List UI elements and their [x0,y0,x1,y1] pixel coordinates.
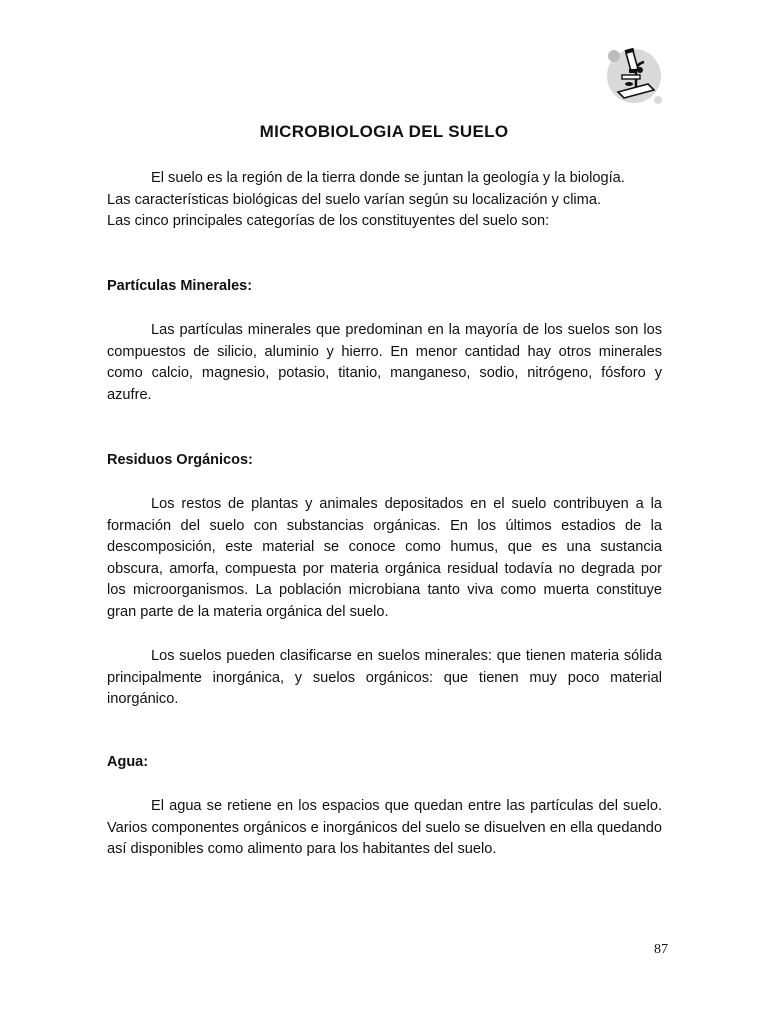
intro-paragraph [107,168,662,233]
paragraph-particulas-minerales: Las partículas minerales que predominan en la mayoría de los suelos son los compuestos de silicio, aluminio y hierro. En menor cantidad hay otros minerales como calcio, magnesio, potasio, titanio, manganeso, sodio, nitrógeno, fósforo y azufre. [107,322,662,403]
intro-line-1: El suelo es la región de la tierra donde se juntan la geología y la biología. [151,170,625,186]
intro-line-3: Las cinco principales categorías de los constituyentes del suelo son: [107,213,550,229]
paragraph-agua: El agua se retiene en los espacios que quedan entre las partículas del suelo. Varios componentes orgánicos e inorgánicos del suelo se disuelven en ella quedando así disponibles como alimento para los habitantes del suelo. [107,798,662,857]
heading-agua: Agua: [107,754,149,770]
paragraph-residuos-organicos-2: Los suelos pueden clasificarse en suelos minerales: que tienen materia sólida principalmente inorgánica, y suelos orgánicos: que tienen muy poco material inorgánico. [107,648,662,707]
page-title: MICROBIOLOGIA DEL SUELO [259,122,509,141]
microscope-icon [596,42,666,108]
heading-residuos-organicos: Residuos Orgánicos: [107,452,253,468]
paragraph-residuos-organicos-1: Los restos de plantas y animales depositados en el suelo contribuyen a la formación del suelo con substancias orgánicas. En los últimos estadios de la descomposición, este material se conoce como humus, que es una sustancia obscura, amorfa, compuesta por materia orgánica residual todavía no degrada por los microorganismos. La población microbiana tanto viva como muerta constituye gran parte de la materia orgánica del suelo. [107,496,662,620]
intro-line-2: Las características biológicas del suelo varían según su localización y clima. [107,191,601,208]
heading-particulas-minerales: Partículas Minerales: [107,278,253,294]
page-number: 87 [654,942,668,957]
